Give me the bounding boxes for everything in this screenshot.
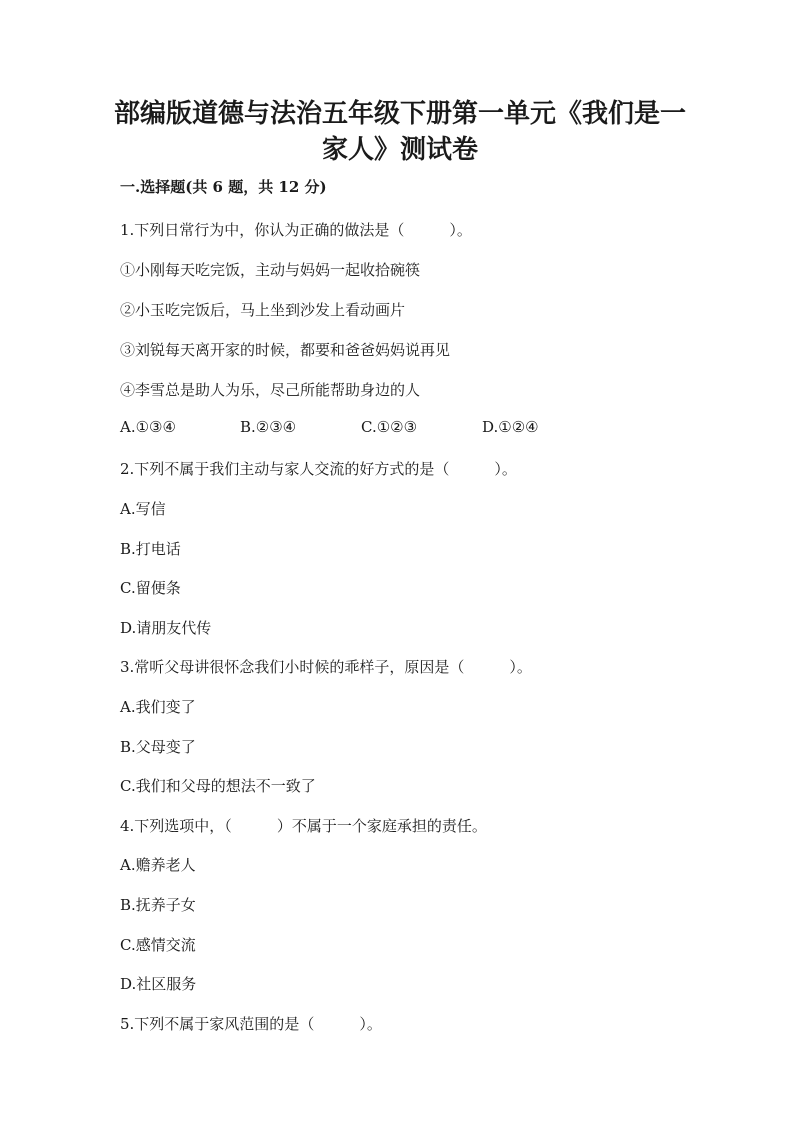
page-title-line1: 部编版道德与法治五年级下册第一单元《我们是一 [113, 99, 686, 129]
question-2-option-a[interactable]: A.写信 [120, 500, 166, 518]
question-3-stem: 3.常听父母讲很怀念我们小时候的乖样子，原因是（ ）。 [120, 658, 532, 676]
question-4-option-b[interactable]: B.抚养子女 [120, 896, 196, 914]
question-1-statement-1: ①小刚每天吃完饭，主动与妈妈一起收拾碗筷 [120, 261, 421, 279]
question-3-option-b[interactable]: B.父母变了 [120, 738, 196, 756]
question-1-statement-4: ④李雪总是助人为乐，尽己所能帮助身边的人 [120, 381, 421, 399]
question-1-statement-3: ③刘锐每天离开家的时候，都要和爸爸妈妈说再见 [120, 341, 451, 359]
question-3-option-c[interactable]: C.我们和父母的想法不一致了 [120, 777, 316, 795]
page-title-line2: 家人》测试卷 [321, 135, 478, 165]
section-heading: 一.选择题(共 6 题，共 12 分) [120, 178, 327, 196]
question-2-option-c[interactable]: C.留便条 [120, 579, 181, 597]
question-4-stem: 4.下列选项中，（ ）不属于一个家庭承担的责任。 [120, 817, 487, 835]
question-1-option-c[interactable]: C.①②③ [361, 418, 418, 436]
question-2-option-d[interactable]: D.请朋友代传 [120, 619, 212, 637]
question-1-stem: 1.下列日常行为中，你认为正确的做法是（ ）。 [120, 221, 472, 239]
question-2-stem: 2.下列不属于我们主动与家人交流的好方式的是（ ）。 [120, 460, 517, 478]
question-1-option-b[interactable]: B.②③④ [240, 418, 297, 436]
question-1-option-d[interactable]: D.①②④ [482, 418, 539, 436]
question-4-option-d[interactable]: D.社区服务 [120, 975, 197, 993]
question-4-option-a[interactable]: A.赡养老人 [120, 856, 196, 874]
question-2-option-b[interactable]: B.打电话 [120, 540, 181, 558]
question-1-option-a[interactable]: A.①③④ [120, 418, 176, 436]
question-4-option-c[interactable]: C.感情交流 [120, 936, 196, 954]
question-3-option-a[interactable]: A.我们变了 [120, 698, 196, 716]
question-5-stem: 5.下列不属于家风范围的是（ ）。 [120, 1015, 382, 1033]
question-1-statement-2: ②小玉吃完饭后，马上坐到沙发上看动画片 [120, 301, 406, 319]
